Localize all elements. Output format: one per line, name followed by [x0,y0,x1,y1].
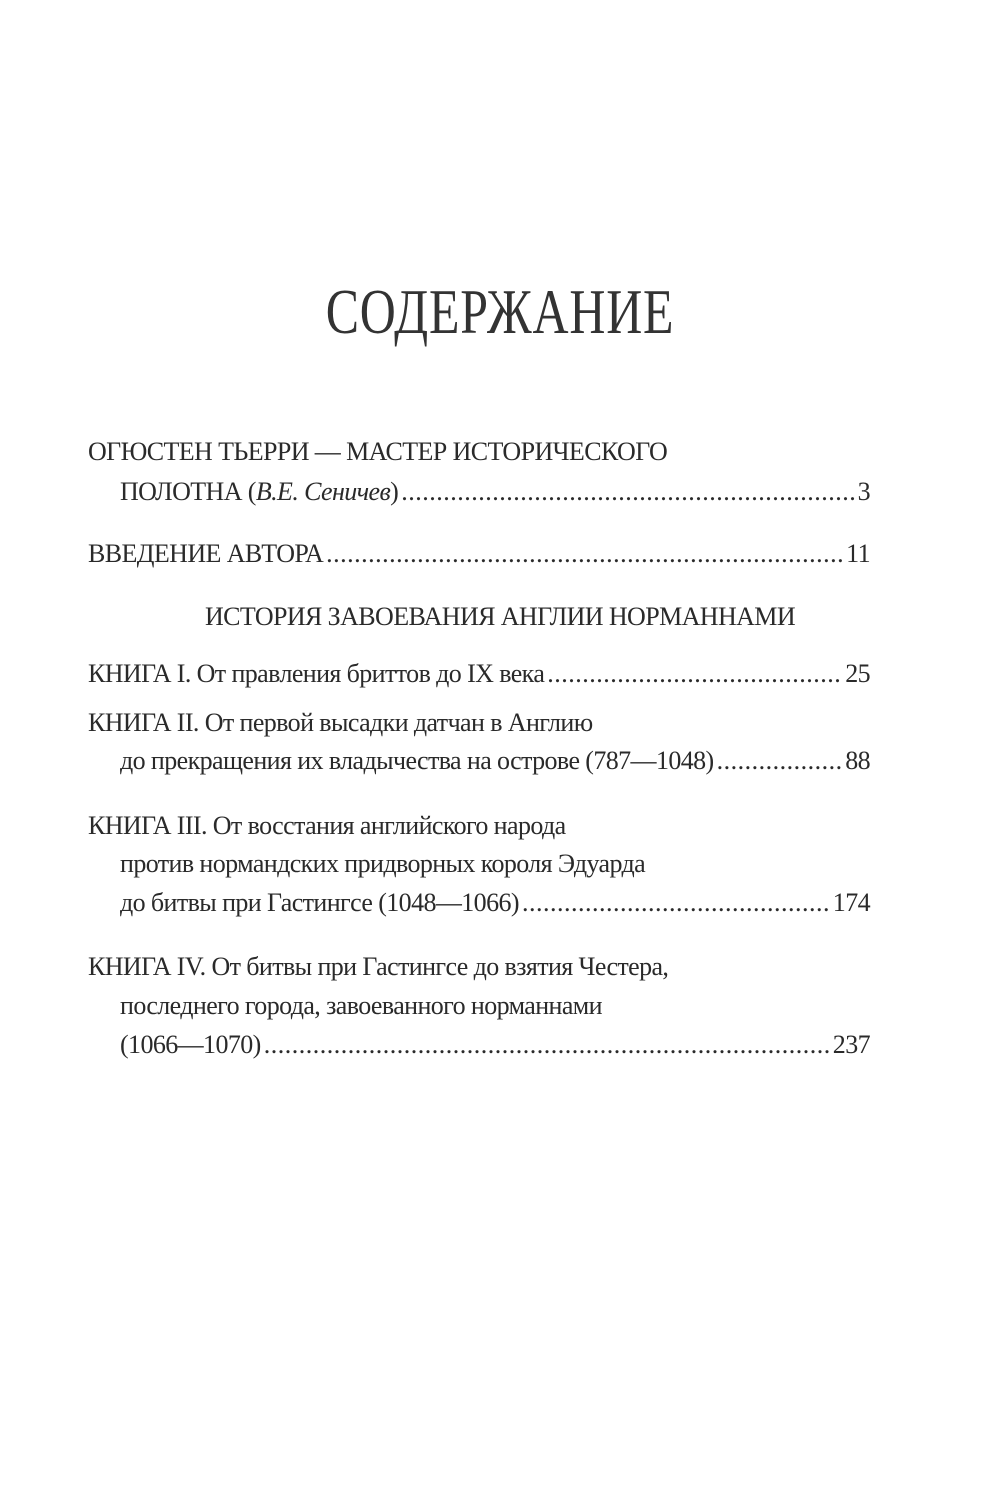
toc-author: В.Е. Сеничев [255,477,391,506]
toc-text: ОГЮСТЕН ТЬЕРРИ — МАСТЕР ИСТОРИЧЕСКОГО [88,437,668,466]
leader-dots [522,886,830,920]
toc-page-number: 237 [832,1030,870,1059]
toc-text: до битвы при Гастингсе (1048—1066) [120,888,519,917]
toc-page-number: 88 [845,746,870,775]
toc-text: КНИГА IV. От битвы при Гастингсе до взятия Честера, [88,952,669,981]
toc-book4-line1 [88,950,870,984]
toc-text: КНИГА III. От восстания английского народа [88,811,566,840]
toc-text: КНИГА I. От правления бриттов до IX века [88,659,545,688]
toc-text: КНИГА II. От первой высадки датчан в Англию [88,708,593,737]
leader-dots [547,657,842,691]
toc-preface-line1 [88,435,870,469]
toc-page-number: 174 [832,888,870,917]
toc-book3-line2 [120,847,870,881]
toc-page-number: 3 [857,477,870,506]
leader-dots [717,744,843,778]
toc-text: до прекращения их владычества на острове (787—1048) [120,746,714,775]
toc-page-number: 25 [845,659,870,688]
toc-text: ВВЕДЕНИЕ АВТОРА [88,539,324,568]
toc-intro[interactable] [88,537,870,571]
toc-preface-line2[interactable] [120,475,870,509]
toc-text: ПОЛОТНА (В.Е. Сеничев) [120,477,399,506]
toc-book2-line1 [88,706,870,740]
toc-page-number: 11 [846,539,870,568]
leader-dots [326,537,843,571]
section-heading: ИСТОРИЯ ЗАВОЕВАНИЯ АНГЛИИ НОРМАННАМИ [204,602,796,631]
leader-dots [264,1028,830,1062]
toc-book2-line2[interactable] [120,744,870,778]
toc-book3-line3[interactable] [120,886,870,920]
toc-text: против нормандских придворных короля Эдуарда [120,849,646,878]
toc-book4-line3[interactable] [120,1028,870,1062]
toc-book4-line2 [120,989,870,1023]
toc-text: (1066—1070) [120,1030,261,1059]
page-title: СОДЕРЖАНИЕ [325,276,675,347]
leader-dots [401,475,854,509]
toc-book1[interactable] [88,657,870,691]
toc-book3-line1 [88,809,870,843]
toc-text: последнего города, завоеванного норманнами [120,991,602,1020]
